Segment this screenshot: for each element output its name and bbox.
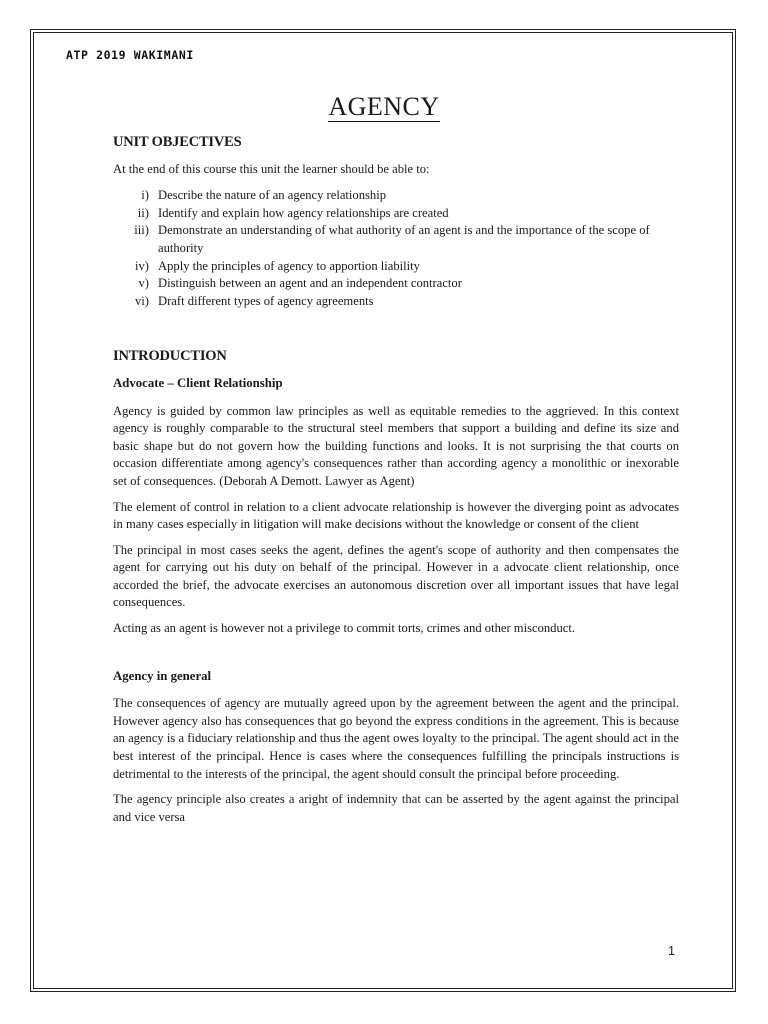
- objective-item: [113, 293, 679, 311]
- objective-text: Identify and explain how agency relationships are created: [158, 205, 449, 220]
- page-number: 1: [668, 944, 676, 958]
- introduction-paragraph: The element of control in relation to a client advocate relationship is however the diverging point as advocates in many cases especially in litigation will make decisions without the knowledge or consent of the client: [113, 499, 679, 532]
- page-content: [113, 134, 679, 826]
- objective-item: [113, 205, 679, 223]
- introduction-subheading: Advocate – Client Relationship: [113, 375, 283, 390]
- objectives-heading: UNIT OBJECTIVES: [113, 134, 242, 150]
- objective-item: [113, 258, 679, 276]
- objective-number: v): [138, 276, 149, 291]
- objectives-intro: At the end of this course this unit the learner should be able to:: [113, 161, 430, 176]
- objective-item: [113, 187, 679, 205]
- document-title: [0, 92, 768, 122]
- objective-text: Draft different types of agency agreements: [158, 293, 374, 308]
- objective-text: Apply the principles of agency to apportion liability: [158, 258, 420, 273]
- objective-number: vi): [135, 293, 149, 308]
- agency-general-paragraph: The consequences of agency are mutually agreed upon by the agreement between the agent and the principal. However agency also has consequences that go beyond the express conditions in the agreement. This is because an agency is a fiduciary relationship and thus the agent owes loyalty to the principal. The agent should act in the best interest of the principal. Hence is cases where the consequences fulfilling the principals instructions is detrimental to the interests of the principal, the agent should consult the principal before proceeding.: [113, 696, 679, 781]
- document-title-text: AGENCY: [328, 92, 440, 121]
- objective-text: Describe the nature of an agency relationship: [158, 188, 386, 203]
- agency-general-heading: Agency in general: [113, 668, 212, 683]
- objective-number: iv): [135, 258, 149, 273]
- objective-number: i): [141, 188, 149, 203]
- introduction-paragraph: Agency is guided by common law principles as well as equitable remedies to the aggrieved. In this context agency is roughly comparable to the structural steel members that support a building and define its size and basic shape but do not govern how the building functions and looks. It is not surprising the that courts on occasion differentiate among agency's consequences rather than according agency a monolithic or inexorable set of consequences. (Deborah A Demott. Lawyer as Agent): [113, 403, 679, 488]
- objective-text: Demonstrate an understanding of what authority of an agent is and the importance of the scope of authority: [158, 223, 650, 255]
- objective-number: iii): [134, 223, 149, 238]
- introduction-heading: INTRODUCTION: [113, 348, 227, 365]
- objective-text: Distinguish between an agent and an independent contractor: [158, 276, 462, 291]
- objective-item: [113, 275, 679, 293]
- objective-number: ii): [137, 205, 149, 220]
- running-header: ATP 2019 WAKIMANI: [66, 48, 194, 62]
- objectives-list: [113, 187, 679, 310]
- objective-item: [113, 222, 679, 257]
- introduction-paragraph: The principal in most cases seeks the agent, defines the agent's scope of authority and then compensates the agent for carrying out his duty on behalf of the principal. However in a advocate client relationship, once accorded the brief, the advocate exercises an autonomous discretion over all important issues that have legal consequences.: [113, 542, 679, 610]
- agency-general-paragraph: The agency principle also creates a aright of indemnity that can be asserted by the agent against the principal and vice versa: [113, 792, 679, 824]
- introduction-paragraph: Acting as an agent is however not a privilege to commit torts, crimes and other misconduct.: [113, 621, 576, 636]
